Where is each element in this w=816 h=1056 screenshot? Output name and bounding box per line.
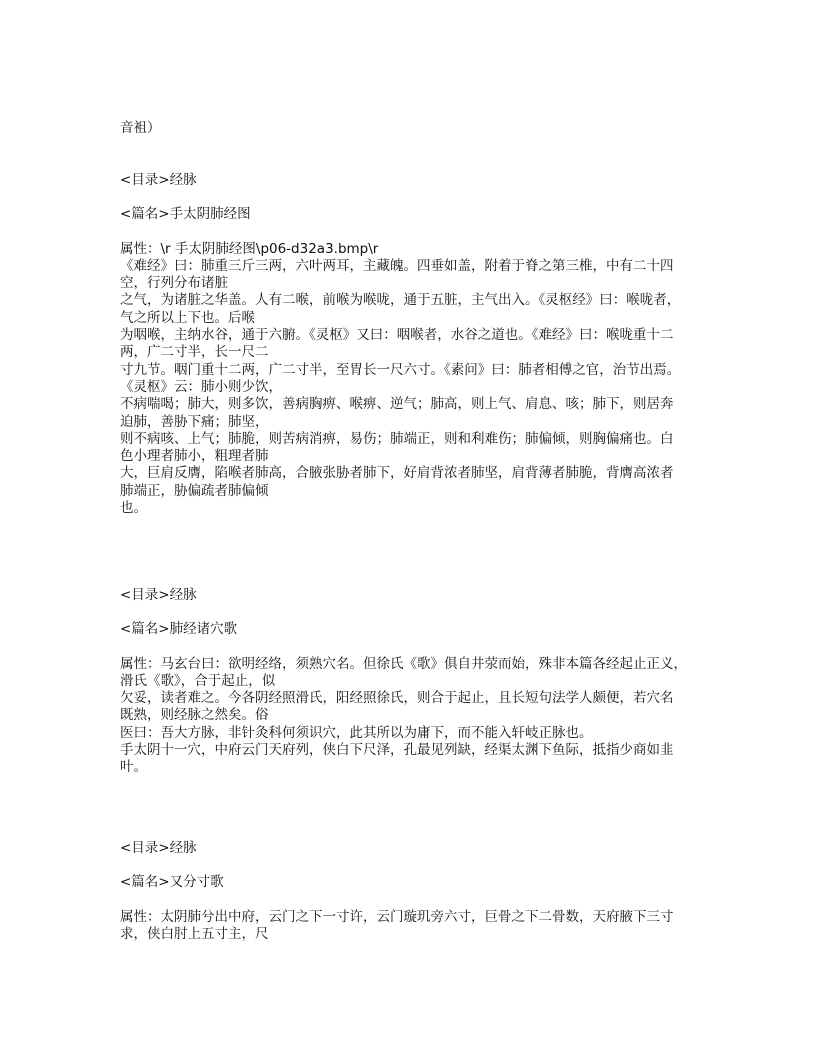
text-line: 属性：太阴肺兮出中府，云门之下一寸许，云门璇玑旁六寸，巨骨之下二骨数，天府腋下三寸: [120, 908, 674, 925]
text-line: 大，巨肩反膺，陷喉者肺高，合腋张胁者肺下，好肩背浓者肺坚，肩背薄者肺脆，背膺高浓者: [120, 465, 674, 482]
text-line: 色小理者肺小，粗理者肺: [120, 448, 269, 465]
text-line: 既熟，则经脉之然矣。俗: [120, 707, 269, 724]
section: [120, 587, 720, 777]
text-line: 医曰：吾大方脉，非针灸科何须识穴，此其所以为庸下，而不能入轩岐正脉也。: [120, 724, 593, 741]
text-line: 之气，为诸脏之华盖。人有二喉，前喉为喉咙，通于五脏，主气出入。《灵枢经》曰：喉咙者，: [120, 292, 681, 309]
text-line: 欠妥，读者难之。今各阴经照滑氏，阳经照徐氏，则合于起止，且长短句法学人颇便，若穴名: [120, 690, 674, 707]
top-fragment: 音袓）: [120, 120, 161, 136]
text-line: 为咽喉，主纳水谷，通于六腑。《灵枢》又曰：咽喉者，水谷之道也。《难经》曰：喉咙重十二: [120, 327, 674, 344]
text-line: 也。: [120, 500, 147, 517]
text-line: 属性：马玄台曰：欲明经络，须熟穴名。但徐氏《歌》俱自井荥而始，殊非本篇各经起止正义，: [120, 655, 687, 672]
text-line: 不病喘喝；肺大，则多饮，善病胸痹、喉痹、逆气；肺高，则上气、肩息、咳；肺下，则居奔: [120, 396, 674, 413]
text-line: 滑氏《歌》，合于起止，似: [120, 672, 276, 689]
section-title: <篇名>又分寸歌: [120, 874, 224, 891]
section: [120, 840, 720, 943]
text-line: 叶。: [120, 759, 147, 776]
text-line: 手太阴十一穴，中府云门天府列，侠白下尺泽，孔最见列缺，经渠太渊下鱼际，抵指少商如韭: [120, 742, 674, 759]
text-line: 寸九节。咽门重十二两，广二寸半，至胃长一尺六寸。《素问》曰：肺者相傅之官，治节出焉。: [120, 361, 681, 378]
text-line: 空，行列分布诸脏: [120, 275, 228, 292]
text-line: 属性：\r 手太阴肺经图\p06-d32a3.bmp\r: [120, 240, 379, 257]
text-line: 气之所以上下也。后喉: [120, 309, 255, 326]
text-line: 《难经》曰：肺重三斤三两，六叶两耳，主藏魄。四垂如盖，附着于脊之第三椎，中有二十四: [120, 257, 674, 274]
text-line: 迫肺，善胁下痛；肺坚，: [120, 413, 269, 430]
text-line: 《灵枢》云：肺小则少饮，: [120, 378, 282, 395]
catalog-heading: <目录>经脉: [120, 172, 197, 188]
text-line: 则不病咳、上气；肺脆，则苦病消痹，易伤；肺端正，则和利难伤；肺偏倾，则胸偏痛也。白: [120, 430, 674, 447]
text-line: 肺端正，胁偏疏者肺偏倾: [120, 482, 269, 499]
catalog-heading: <目录>经脉: [120, 840, 197, 856]
catalog-heading: <目录>经脉: [120, 587, 197, 603]
section: [120, 172, 720, 517]
text-line: 两，广二寸半，长一尺二: [120, 344, 269, 361]
section-title: <篇名>手太阴肺经图: [120, 206, 251, 223]
section-title: <篇名>肺经诸穴歌: [120, 621, 238, 638]
text-line: 求，侠白肘上五寸主，尺: [120, 925, 269, 942]
